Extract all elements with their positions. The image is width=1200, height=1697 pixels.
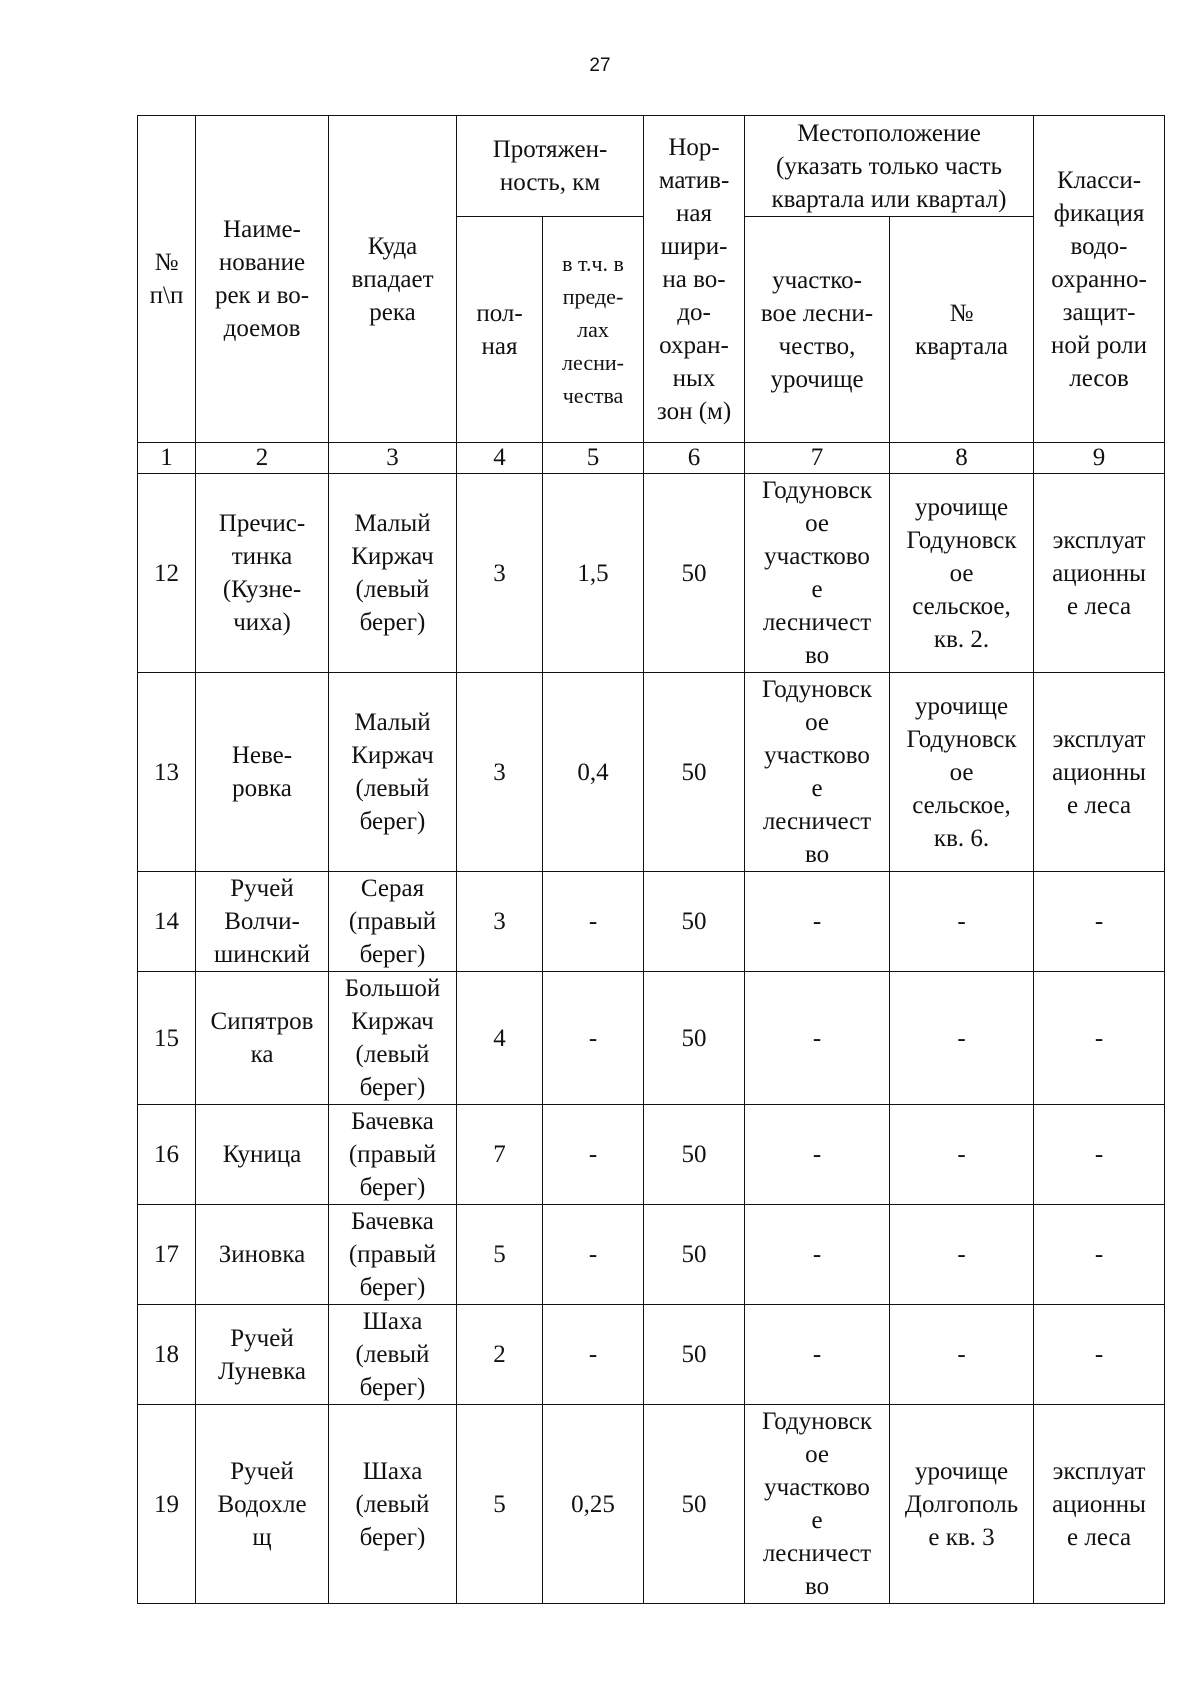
header-location-district: участко- вое лесни- чество, урочище (745, 217, 890, 443)
cell-mouth: Шаха (левый берег) (329, 1405, 457, 1604)
column-number: 9 (1034, 443, 1165, 474)
cell-num: 17 (138, 1205, 196, 1305)
cell-quarter: - (890, 1105, 1034, 1205)
table-row (138, 673, 1165, 872)
header-width: Нор- матив- ная шири- на во- до- охран- ных зон (м) (644, 116, 745, 443)
cell-mouth: Малый Киржач (левый берег) (329, 474, 457, 673)
cell-length-full: 3 (457, 872, 543, 972)
header-classification: Класси- фикация водо- охранно- защит- ной роли лесов (1034, 116, 1165, 443)
page-number: 27 (589, 55, 611, 76)
cell-mouth: Шаха (левый берег) (329, 1305, 457, 1405)
cell-name: Зиновка (196, 1205, 329, 1305)
header-length-full: пол- ная (457, 217, 543, 443)
cell-num: 14 (138, 872, 196, 972)
cell-length-full: 2 (457, 1305, 543, 1405)
cell-width: 50 (644, 673, 745, 872)
cell-width: 50 (644, 1405, 745, 1604)
table-row (138, 1305, 1165, 1405)
cell-length-forest: - (543, 1205, 644, 1305)
cell-quarter: - (890, 972, 1034, 1105)
cell-length-forest: 0,25 (543, 1405, 644, 1604)
cell-num: 15 (138, 972, 196, 1105)
cell-district: Годуновск ое участково е лесничест во (745, 1405, 890, 1604)
cell-name: Сипятров ка (196, 972, 329, 1105)
column-number: 3 (329, 443, 457, 474)
cell-name: Ручей Волчи- шинский (196, 872, 329, 972)
header-location-quarter: № квартала (890, 217, 1034, 443)
cell-length-full: 7 (457, 1105, 543, 1205)
cell-quarter: урочище Долгополь е кв. 3 (890, 1405, 1034, 1604)
table-row (138, 972, 1165, 1105)
cell-name: Ручей Луневка (196, 1305, 329, 1405)
cell-classification: - (1034, 1305, 1165, 1405)
cell-length-forest: 0,4 (543, 673, 644, 872)
cell-mouth: Серая (правый берег) (329, 872, 457, 972)
header-mouth: Куда впадает река (329, 116, 457, 443)
cell-name: Неве- ровка (196, 673, 329, 872)
table-row (138, 1405, 1165, 1604)
cell-quarter: - (890, 1205, 1034, 1305)
cell-quarter: - (890, 1305, 1034, 1405)
cell-num: 12 (138, 474, 196, 673)
cell-name: Куница (196, 1105, 329, 1205)
cell-name: Пречис- тинка (Кузне- чиха) (196, 474, 329, 673)
header-name: Наиме- нование рек и во- доемов (196, 116, 329, 443)
cell-num: 13 (138, 673, 196, 872)
cell-classification: - (1034, 872, 1165, 972)
cell-length-forest: 1,5 (543, 474, 644, 673)
header-length-group: Протяжен- ность, км (457, 116, 644, 217)
cell-quarter: урочище Годуновск ое сельское, кв. 6. (890, 673, 1034, 872)
table-row (138, 872, 1165, 972)
cell-mouth: Большой Киржач (левый берег) (329, 972, 457, 1105)
column-number: 2 (196, 443, 329, 474)
cell-num: 19 (138, 1405, 196, 1604)
cell-district: Годуновск ое участково е лесничест во (745, 474, 890, 673)
cell-width: 50 (644, 972, 745, 1105)
cell-district: - (745, 1305, 890, 1405)
cell-district: - (745, 1105, 890, 1205)
header-length-forest: в т.ч. в преде- лах лесни- чества (543, 217, 644, 443)
cell-length-full: 4 (457, 972, 543, 1105)
table-row (138, 474, 1165, 673)
column-number: 1 (138, 443, 196, 474)
cell-length-forest: - (543, 972, 644, 1105)
column-number: 7 (745, 443, 890, 474)
cell-length-full: 3 (457, 474, 543, 673)
column-number: 8 (890, 443, 1034, 474)
cell-district: - (745, 1205, 890, 1305)
column-number: 5 (543, 443, 644, 474)
cell-district: Годуновск ое участково е лесничест во (745, 673, 890, 872)
cell-district: - (745, 872, 890, 972)
cell-length-forest: - (543, 872, 644, 972)
cell-width: 50 (644, 872, 745, 972)
cell-name: Ручей Водохле щ (196, 1405, 329, 1604)
cell-quarter: - (890, 872, 1034, 972)
table-header (138, 116, 1165, 474)
header-num: № п\п (138, 116, 196, 443)
cell-length-forest: - (543, 1105, 644, 1205)
cell-classification: эксплуат ационны е леса (1034, 1405, 1165, 1604)
cell-width: 50 (644, 1105, 745, 1205)
cell-length-forest: - (543, 1305, 644, 1405)
column-numbers-row (138, 443, 1165, 474)
cell-width: 50 (644, 1305, 745, 1405)
cell-classification: эксплуат ационны е леса (1034, 673, 1165, 872)
cell-num: 18 (138, 1305, 196, 1405)
cell-classification: - (1034, 972, 1165, 1105)
rivers-table (137, 115, 1165, 1604)
table-body (138, 474, 1165, 1604)
column-number: 4 (457, 443, 543, 474)
cell-district: - (745, 972, 890, 1105)
header-location-group: Местоположение (указать только часть квартала или квартал) (745, 116, 1034, 217)
table-row (138, 1105, 1165, 1205)
cell-mouth: Бачевка (правый берег) (329, 1205, 457, 1305)
table-row (138, 1205, 1165, 1305)
cell-mouth: Бачевка (правый берег) (329, 1105, 457, 1205)
cell-mouth: Малый Киржач (левый берег) (329, 673, 457, 872)
cell-length-full: 5 (457, 1205, 543, 1305)
cell-classification: - (1034, 1105, 1165, 1205)
cell-length-full: 3 (457, 673, 543, 872)
column-number: 6 (644, 443, 745, 474)
cell-quarter: урочище Годуновск ое сельское, кв. 2. (890, 474, 1034, 673)
cell-length-full: 5 (457, 1405, 543, 1604)
cell-classification: - (1034, 1205, 1165, 1305)
cell-width: 50 (644, 1205, 745, 1305)
cell-width: 50 (644, 474, 745, 673)
cell-classification: эксплуат ационны е леса (1034, 474, 1165, 673)
cell-num: 16 (138, 1105, 196, 1205)
